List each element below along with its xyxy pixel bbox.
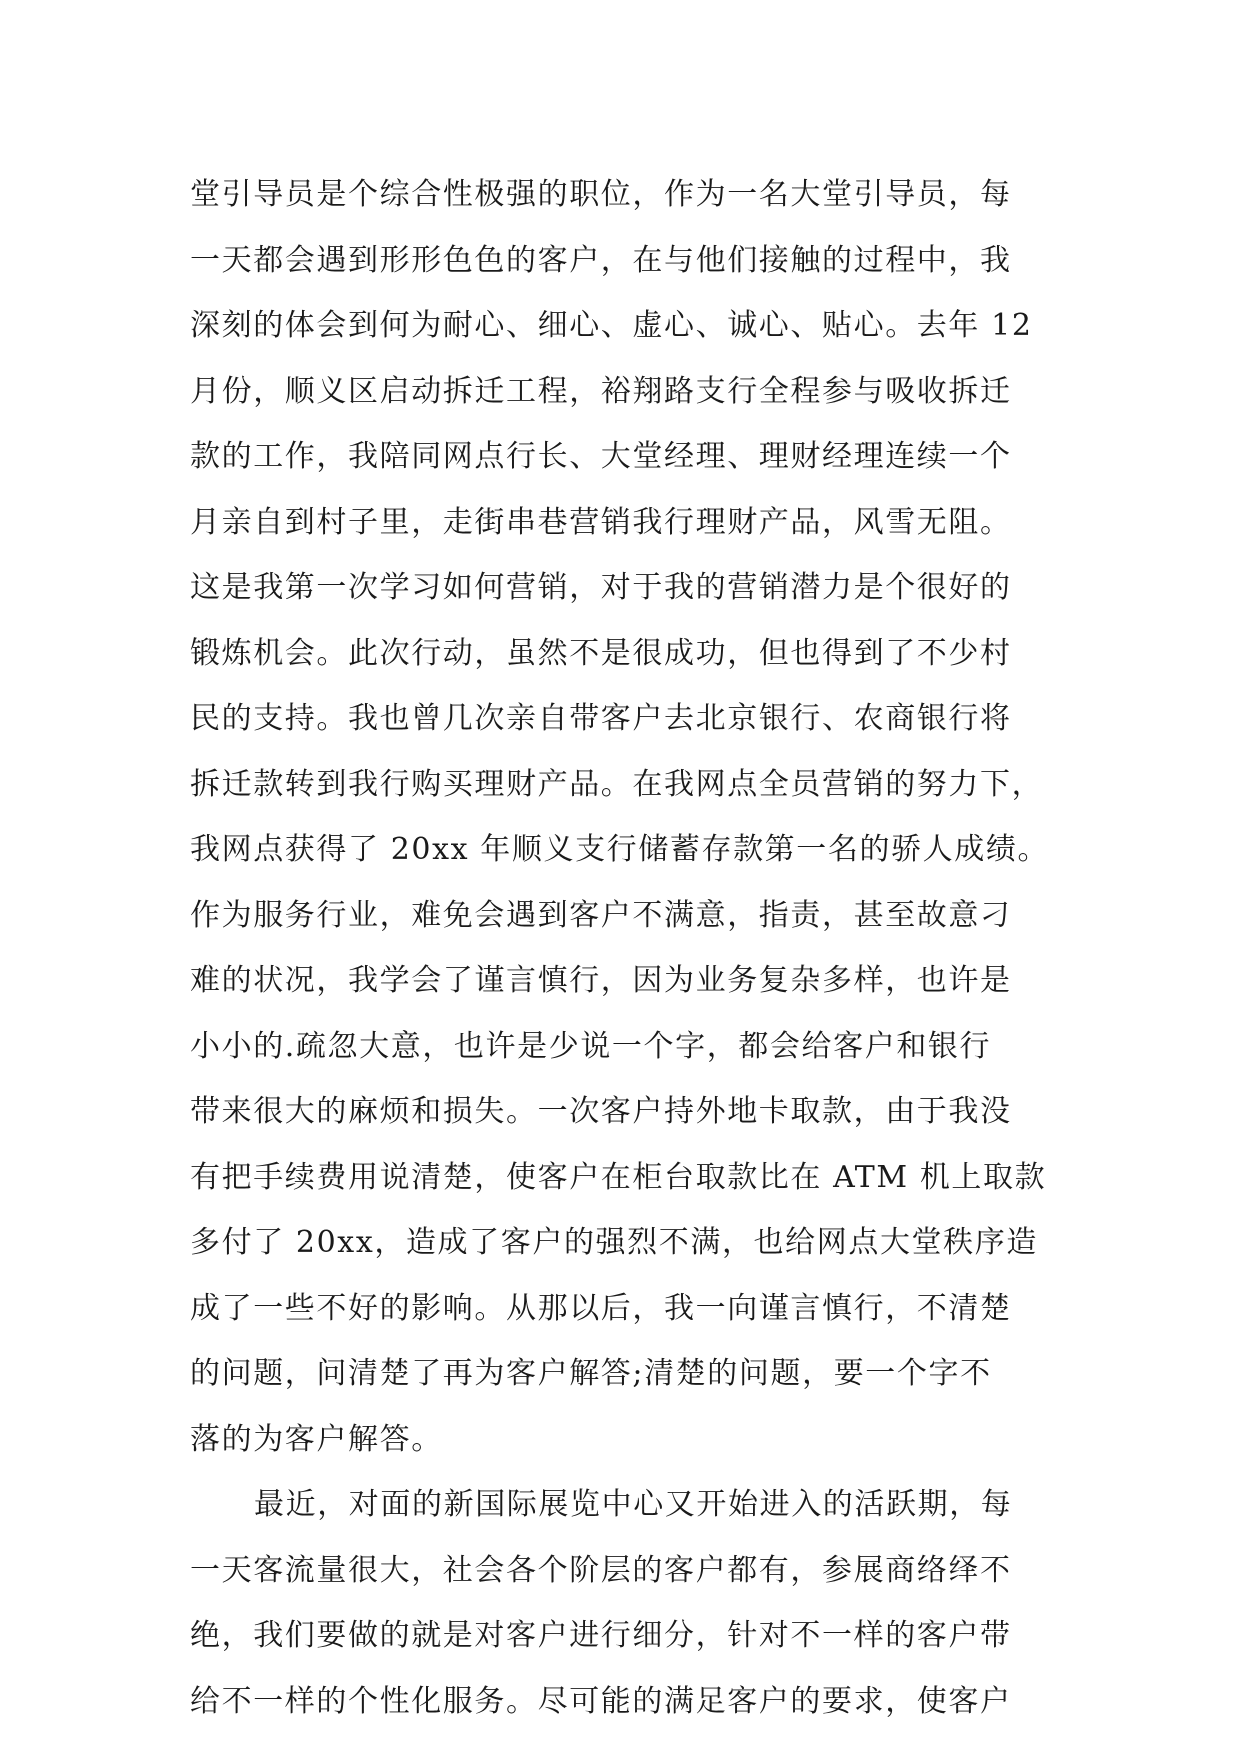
text-line: 这是我第一次学习如何营销，对于我的营销潜力是个很好的 bbox=[190, 570, 1012, 605]
text-line: 有把手续费用说清楚，使客户在柜台取款比在 ATM 机上取款 bbox=[190, 1159, 1047, 1195]
text-line: 一天都会遇到形形色色的客户，在与他们接触的过程中，我 bbox=[190, 242, 1012, 278]
text-line: 的问题，问清楚了再为客户解答;清楚的问题，要一个字不 bbox=[190, 1356, 992, 1391]
text-line: 作为服务行业，难免会遇到客户不满意，指责，甚至故意刁 bbox=[190, 897, 1012, 933]
text-line: 成了一些不好的影响。从那以后，我一向谨言慎行，不清楚 bbox=[190, 1290, 1012, 1326]
body-text bbox=[190, 162, 1080, 1734]
text-line: 月亲自到村子里，走街串巷营销我行理财产品，风雪无阻。 bbox=[190, 504, 1012, 540]
paragraph-start-line: 最近，对面的新国际展览中心又开始进入的活跃期，每 bbox=[254, 1487, 1013, 1522]
text-line: 我网点获得了 20xx 年顺义支行储蓄存款第一名的骄人成绩。 bbox=[190, 832, 1050, 867]
text-line: 款的工作，我陪同网点行长、大堂经理、理财经理连续一个 bbox=[190, 439, 1012, 474]
text-line: 绝，我们要做的就是对客户进行细分，针对不一样的客户带 bbox=[190, 1618, 1012, 1653]
text-line: 难的状况，我学会了谨言慎行，因为业务复杂多样，也许是 bbox=[190, 963, 1012, 998]
text-line: 锻炼机会。此次行动，虽然不是很成功，但也得到了不少村 bbox=[190, 635, 1012, 671]
text-line: 落的为客户解答。 bbox=[190, 1421, 443, 1457]
text-line: 小小的.疏忽大意，也许是少说一个字，都会给客户和银行 bbox=[190, 1028, 992, 1064]
text-line: 给不一样的个性化服务。尽可能的满足客户的要求，使客户 bbox=[190, 1683, 1012, 1719]
text-line: 多付了 20xx，造成了客户的强烈不满，也给网点大堂秩序造 bbox=[190, 1225, 1038, 1260]
text-line: 带来很大的麻烦和损失。一次客户持外地卡取款，由于我没 bbox=[190, 1094, 1012, 1129]
text-line: 拆迁款转到我行购买理财产品。在我网点全员营销的努力下， bbox=[190, 766, 1044, 802]
text-line: 堂引导员是个综合性极强的职位，作为一名大堂引导员，每 bbox=[190, 177, 1012, 212]
text-line: 民的支持。我也曾几次亲自带客户去北京银行、农商银行将 bbox=[190, 701, 1012, 736]
text-line: 深刻的体会到何为耐心、细心、虚心、诚心、贴心。去年 12 bbox=[190, 308, 1033, 343]
text-line: 一天客流量很大，社会各个阶层的客户都有，参展商络绎不 bbox=[190, 1552, 1012, 1588]
text-line: 月份，顺义区启动拆迁工程，裕翔路支行全程参与吸收拆迁 bbox=[190, 373, 1012, 409]
